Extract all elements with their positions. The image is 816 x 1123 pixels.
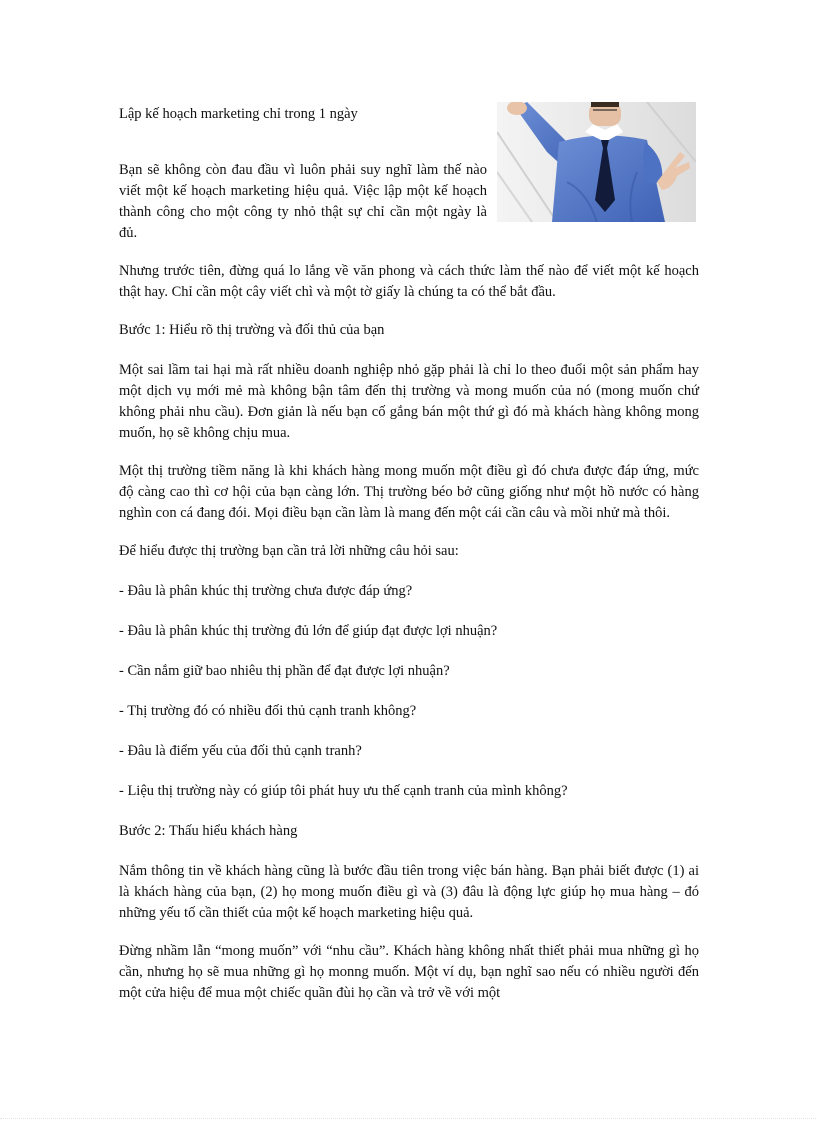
document-body bbox=[119, 261, 699, 1021]
section-heading: Bước 2: Thấu hiểu khách hàng bbox=[119, 823, 298, 839]
paragraph: Nhưng trước tiên, đừng quá lo lắng về văn phong và cách thức làm thế nào để viết một kế hoạch thật hay. Chỉ cần một cây viết chì và một tờ giấy là chúng ta có thể bắt đầu. bbox=[119, 263, 699, 300]
list-item: - Cần nắm giữ bao nhiêu thị phần để đạt được lợi nhuận? bbox=[119, 663, 450, 679]
page-bottom-divider bbox=[0, 1118, 816, 1119]
businessman-photo bbox=[497, 102, 696, 222]
intro-paragraph: Bạn sẽ không còn đau đầu vì luôn phải suy nghĩ làm thế nào viết một kế hoạch marketing hiệu quả. Việc lập một kế hoạch thành công cho một công ty nhỏ thật sự chỉ cần một ngày là đủ. bbox=[119, 162, 487, 241]
list-item: - Thị trường đó có nhiều đối thủ cạnh tranh không? bbox=[119, 703, 417, 719]
paragraph: Đừng nhầm lẫn “mong muốn” với “nhu cầu”. Khách hàng không nhất thiết phải mua những gì họ cần, nhưng họ sẽ mua những gì họ monng muốn. Một ví dụ, bạn nghĩ sao nếu có nhiều người đến một cửa hiệu để mua một chiếc quần đùi họ cần và trở về với một bbox=[119, 943, 699, 1001]
paragraph: Một thị trường tiềm năng là khi khách hàng mong muốn một điều gì đó chưa được đáp ứng, mức độ càng cao thì cơ hội của bạn càng lớn. Thị trường béo bở cũng giống như một hồ nước có hàng nghìn con cá đang đói. Mọi điều bạn cần làm là mang đến một cái cần câu và mồi nhử mà thôi. bbox=[119, 463, 699, 521]
paragraph: Để hiểu được thị trường bạn cần trả lời những câu hỏi sau: bbox=[119, 543, 459, 559]
list-item: - Đâu là điểm yếu của đối thủ cạnh tranh? bbox=[119, 743, 362, 759]
section-heading: Bước 1: Hiểu rõ thị trường và đối thủ của bạn bbox=[119, 322, 385, 338]
list-item: - Đâu là phân khúc thị trường đủ lớn để giúp đạt được lợi nhuận? bbox=[119, 623, 498, 639]
businessman-illustration bbox=[497, 102, 696, 222]
paragraph: Một sai lầm tai hại mà rất nhiều doanh nghiệp nhỏ gặp phải là chỉ lo theo đuổi một sản phẩm hay một dịch vụ mới mẻ mà không bận tâm đến thị trường và mong muốn của nó (mong muốn chứ không phải nhu cầu). Đơn giản là nếu bạn cố gắng bán một thứ gì đó mà khách hàng không mong muốn, họ sẽ không chịu mua. bbox=[119, 362, 699, 441]
list-item: - Đâu là phân khúc thị trường chưa được đáp ứng? bbox=[119, 583, 413, 599]
document-title: Lập kế hoạch marketing chỉ trong 1 ngày bbox=[119, 106, 358, 122]
list-item: - Liệu thị trường này có giúp tôi phát huy ưu thế cạnh tranh của mình không? bbox=[119, 783, 568, 799]
paragraph: Nắm thông tin về khách hàng cũng là bước đầu tiên trong việc bán hàng. Bạn phải biết được (1) ai là khách hàng của bạn, (2) họ mong muốn điều gì và (3) đâu là động lực giúp họ mua hàng – đó những yếu tố cần thiết của một kế hoạch marketing hiệu quả. bbox=[119, 863, 699, 921]
